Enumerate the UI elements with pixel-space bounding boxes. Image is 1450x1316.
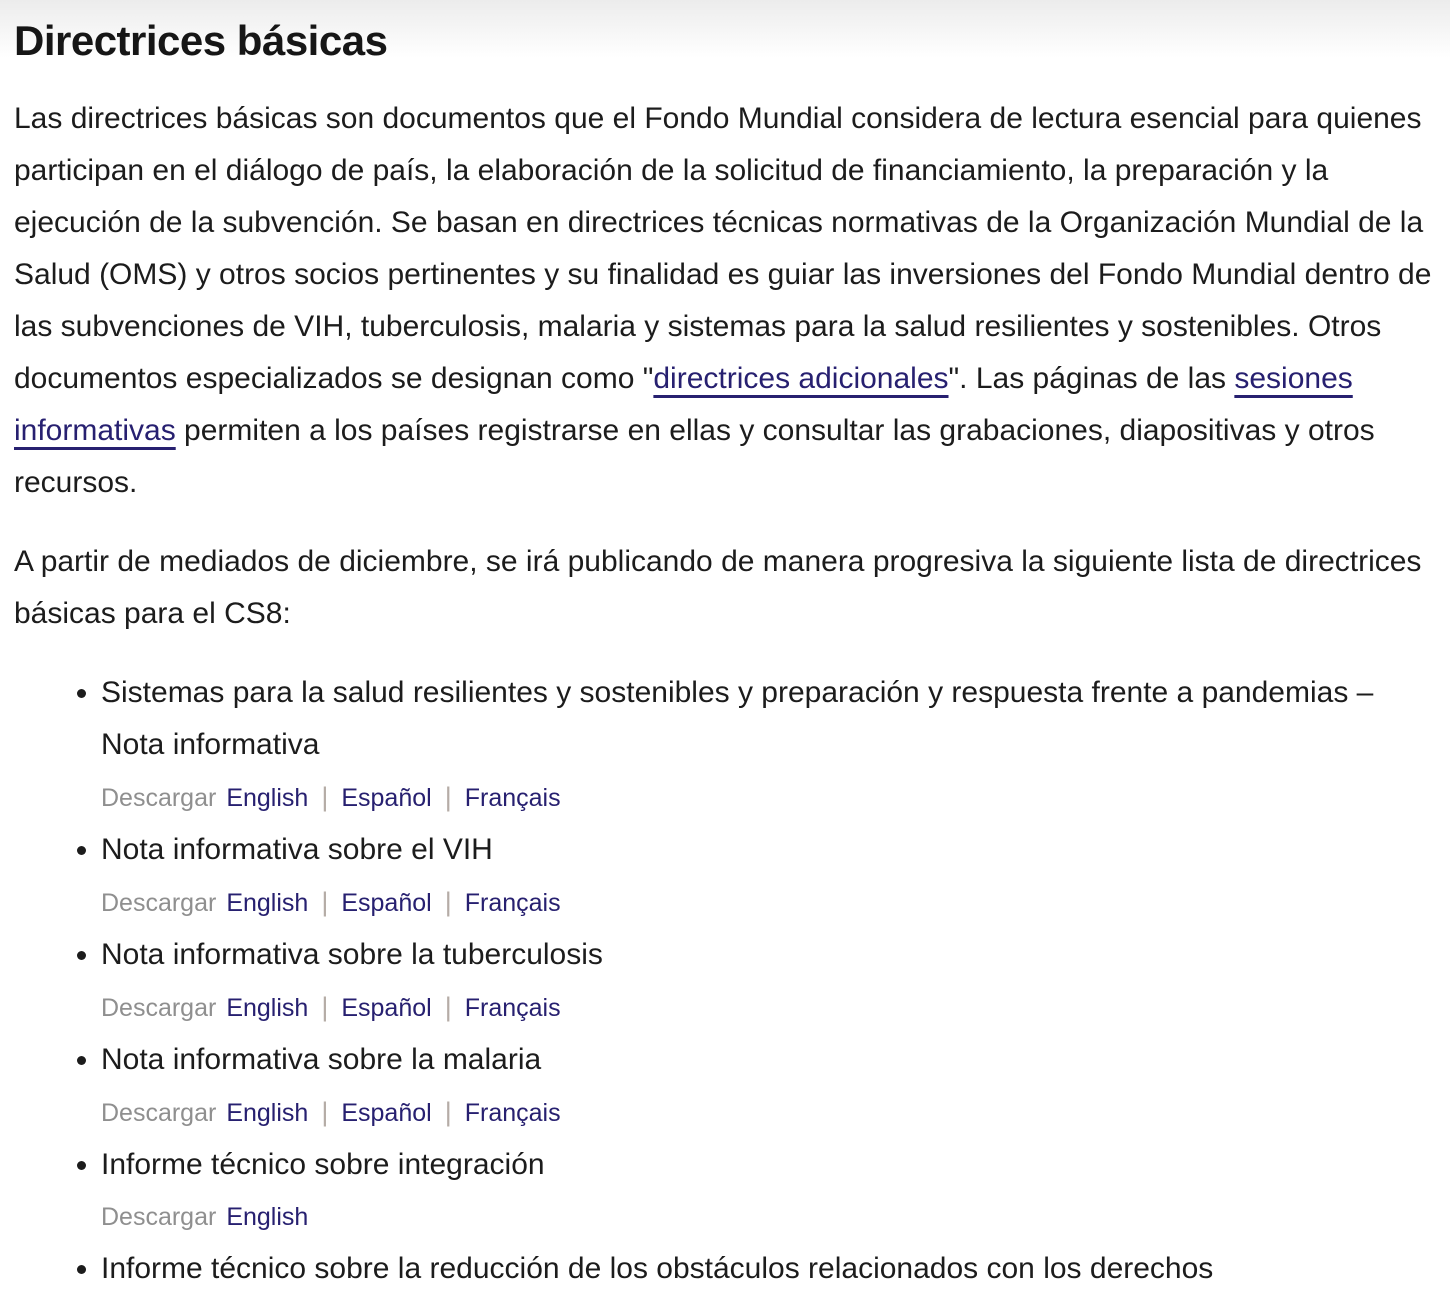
- guidelines-list: [14, 667, 1436, 1295]
- list-item: [101, 929, 1436, 1034]
- list-item-title: • Nota informativa sobre la malaria: [101, 1043, 542, 1077]
- download-link-francais[interactable]: Français: [464, 1099, 561, 1128]
- separator: |: [321, 782, 329, 813]
- download-row: [101, 981, 1436, 1034]
- information-sessions-link[interactable]: sesiones informativas: [14, 362, 1353, 448]
- download-row: [101, 876, 1436, 929]
- download-row: [101, 1191, 1436, 1243]
- list-item: [101, 1139, 1436, 1243]
- language-links: [226, 1099, 560, 1127]
- separator: |: [321, 887, 329, 918]
- download-link-francais[interactable]: Français: [464, 784, 561, 813]
- download-link-espanol[interactable]: Español: [341, 784, 432, 813]
- intro-paragraph: [14, 93, 1436, 509]
- language-links: [226, 784, 560, 812]
- download-link-english[interactable]: English: [226, 994, 309, 1023]
- download-label: Descargar: [101, 1099, 217, 1128]
- language-links: [226, 889, 560, 917]
- list-item-title: • Sistemas para la salud resilientes y sostenibles y preparación y respuesta frente a pandemias – Nota informativa: [101, 676, 1374, 762]
- download-link-english[interactable]: English: [226, 784, 309, 813]
- list-item-title: • Informe técnico sobre integración: [101, 1148, 545, 1182]
- download-label: Descargar: [101, 994, 217, 1023]
- additional-guidelines-link[interactable]: directrices adicionales: [653, 362, 949, 396]
- language-links: [226, 994, 560, 1022]
- download-label: Descargar: [101, 889, 217, 918]
- list-item-title: • Nota informativa sobre el VIH: [101, 833, 493, 867]
- page-title: Directrices básicas: [14, 17, 388, 64]
- download-link-francais[interactable]: Français: [464, 994, 561, 1023]
- separator: |: [444, 782, 452, 813]
- intro-text-2: ". Las páginas de las: [948, 362, 1235, 396]
- list-item: [101, 667, 1436, 824]
- list-item: [101, 1034, 1436, 1139]
- download-row: [101, 1086, 1436, 1139]
- intro-text-3: permiten a los países registrarse en ellas y consultar las grabaciones, diapositivas y otros recursos.: [14, 414, 1375, 500]
- download-link-espanol[interactable]: Español: [341, 889, 432, 918]
- separator: |: [321, 1097, 329, 1128]
- download-label: Descargar: [101, 1203, 217, 1232]
- download-link-espanol[interactable]: Español: [341, 994, 432, 1023]
- separator: |: [444, 992, 452, 1023]
- download-link-espanol[interactable]: Español: [341, 1099, 432, 1128]
- language-links: [226, 1203, 308, 1231]
- list-item-title: • Nota informativa sobre la tuberculosis: [101, 938, 603, 972]
- download-link-english[interactable]: English: [226, 889, 309, 918]
- main-content: [0, 16, 1450, 1295]
- list-item: [101, 1243, 1436, 1295]
- intro-text-1: Las directrices básicas son documentos que el Fondo Mundial considera de lectura esencial para quienes participan en el diálogo de país, la elaboración de la solicitud de financiamiento, la preparación y la ejecución de la subvención. Se basan en directrices técnicas normativas de la Organización Mundial de la Salud (OMS) y otros socios pertinentes y su finalidad es guiar las inversiones del Fondo Mundial dentro de las subvenciones de VIH, tuberculosis, malaria y sistemas para la salud resilientes y sostenibles. Otros documentos especializados se designan como ": [14, 102, 1432, 396]
- separator: |: [444, 1097, 452, 1128]
- download-link-francais[interactable]: Français: [464, 889, 561, 918]
- download-label: Descargar: [101, 784, 217, 813]
- list-item-title: • Informe técnico sobre la reducción de los obstáculos relacionados con los derechos: [101, 1252, 1214, 1286]
- download-link-english[interactable]: English: [226, 1203, 309, 1232]
- download-link-english[interactable]: English: [226, 1099, 309, 1128]
- list-item: [101, 824, 1436, 929]
- separator: |: [321, 992, 329, 1023]
- separator: |: [444, 887, 452, 918]
- schedule-paragraph: A partir de mediados de diciembre, se irá publicando de manera progresiva la siguiente lista de directrices básicas para el CS8:: [14, 545, 1422, 631]
- download-row: [101, 771, 1436, 824]
